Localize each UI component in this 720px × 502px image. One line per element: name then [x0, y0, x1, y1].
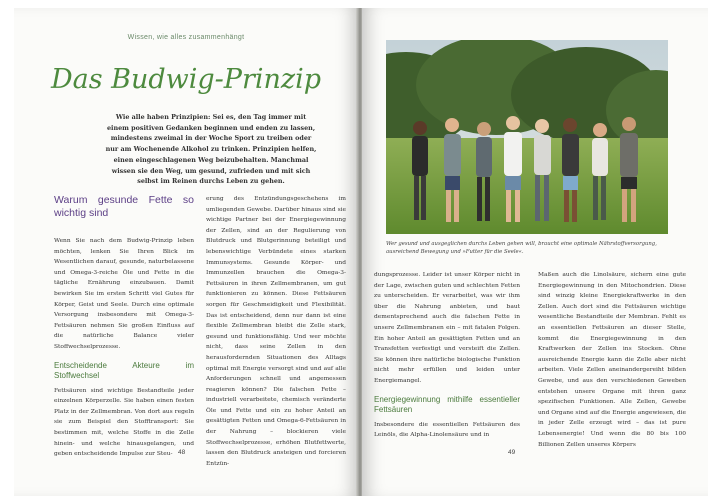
right-page	[362, 8, 708, 496]
page-number: 48	[178, 449, 186, 456]
page-number: 49	[508, 449, 516, 456]
body-paragraph: Insbesondere die essentiellen Fettsäuren des Leinöls, die Alpha-Linolensäure und in	[374, 421, 520, 439]
group-photo-illustration	[386, 40, 668, 234]
left-column-1	[54, 194, 194, 460]
subheading: Energiegewinnung mithilfe essentieller Fettsäuren	[374, 394, 520, 415]
body-paragraph: dungsprozesse. Leider ist unser Körper nicht in der Lage, zwischen guten und schlechten Fetten zu unterscheiden. Er verarbeitet, was wir ihm über die Nahrung anbieten, und baut dementsprechend auch die falschen Fette in unsere Zellmembranen ein – mit fatalen Folgen. Ein hoher Anteil an gesättigten Fetten und an Transfetten verfestigt und versteift die Zellen. Sie können ihre natürliche biologische Funktion nicht mehr erfüllen und leiden unter Energiemangel.	[374, 272, 520, 384]
intro-paragraph: Wie alle haben Prinzipien: Sei es, den Tag immer mit einem positiven Gedanken beginnen und enden zu lassen, mindestens zweimal in der Woche Sport zu treiben oder nur am Wochenende Alkohol zu trinken. Prinzipien helfen, einen eingeschlagenen Weg beizubehalten. Manchmal wissen sie den Weg, um gesund, zufrieden und mit sich selbst im Reinen durchs Leben zu gehen.	[105, 113, 317, 186]
body-paragraph: erung des Entzündungsgeschehens im umliegenden Gewebe. Darüber hinaus sind sie wichtige Partner bei der Energiegewinnung der Zellen, sind an der Regulierung von Blutdruck und Blutgerinnung beteiligt und lebenswichtige Verbündete eines starken Immunsystems. Gesunde Körper- und Immunzellen brauchen die Omega-3-Fettsäuren in ihren Zellmembranen, um gut funktionieren zu können. Diese Fettsäuren sorgen für Geschmeidigkeit und Flexibilität. Das ist entscheidend, denn nur dann ist eine flexible Zellmembran bleibt die Zelle stark, gesund und funktionsfähig. Und wer möchte nicht, dass seine Zellen in den herausfordernden Situationen des Alltags optimal mit Energie versorgt sind und auf alle Anforderungen schnell und angemessen reagieren können? Die falschen Fette – industriell verarbeitete, chemisch veränderte Öle und Fette und ein zu hoher Anteil an gesättigten Fetten und Omega-6-Fettsäuren in der Nahrung – blockieren viele Stoffwechselprozesse, erhöhen Blutfettwerte, lassen den Blutdruck ansteigen und forcieren Entzün-	[206, 196, 346, 467]
body-paragraph: Maßen auch die Linolsäure, sichern eine gute Energiegewinnung in den Mitochondrien. Diese sind winzig kleine Energiekraftwerke in den Zellen. Auch dort sind die Fettsäuren wichtige wesentliche Bestandteile der Membran. Fehlt es an essentiellen Fettsäuren an dieser Stelle, kommt die Energiegewinnung in den Kraftwerken der Zellen ins Stocken. Ohne ausreichende Energie kann die Zelle aber nicht arbeiten. Viele Zellen aneinandergereiht bilden Gewebe, und aus den verschiedenen Geweben entstehen unsere Organe mit ihren ganz spezifischen Funktionen. Alle Zellen, Gewebe und Organe sind auf die Energie angewiesen, die in jeder Zelle erzeugt wird – das ist pure Lebensenergie! Und wenn die 80 bis 100 Billionen Zellen unseres Körpers	[538, 272, 686, 448]
left-column-2	[206, 194, 346, 469]
left-page	[14, 8, 358, 496]
running-head: Wissen, wie alles zusammenhängt	[127, 34, 245, 41]
body-paragraph: Fettsäuren sind wichtige Bestandteile jeder einzelnen Körperzelle. Sie haben einen festen Platz in der Zellmembran. Von dort aus regeln sie zum Beispiel den Stofftransport: Sie bestimmen mit, welche Stoffe in die Zelle hinein- und welche hinausgelangen, und geben entscheidende Impulse zur Steu-	[54, 387, 194, 458]
group-photo	[386, 40, 668, 234]
subheading: Entscheidende Akteure im Stoffwechsel	[54, 360, 194, 381]
right-column-2	[538, 270, 686, 450]
section-heading: Warum gesunde Fette so wichtig sind	[54, 194, 194, 219]
body-paragraph: Wenn Sie nach dem Budwig-Prinzip leben möchten, lenken Sie Ihren Blick im Wesentlichen darauf, gesunde, naturbelassene und Omega-3-reiche Öle und Fette in die tägliche Ernährung einzubauen. Damit bewirken Sie im ersten Schritt viel Gutes für Körper, Geist und Seele. Durch eine optimale Versorgung insbesondere mit Omega-3-Fettsäuren nehmen Sie großen Einfluss auf die natürliche Balance vieler Stoffwechselprozesse.	[54, 238, 194, 350]
chapter-title: Das Budwig-Prinzip	[50, 64, 322, 95]
right-column-1	[374, 270, 520, 441]
photo-caption: Wer gesund und ausgeglichen durchs Leben gehen will, braucht eine optimale Nährstoffversorgung, ausreichend Bewegung und »Futter für die Seele«.	[386, 241, 657, 255]
